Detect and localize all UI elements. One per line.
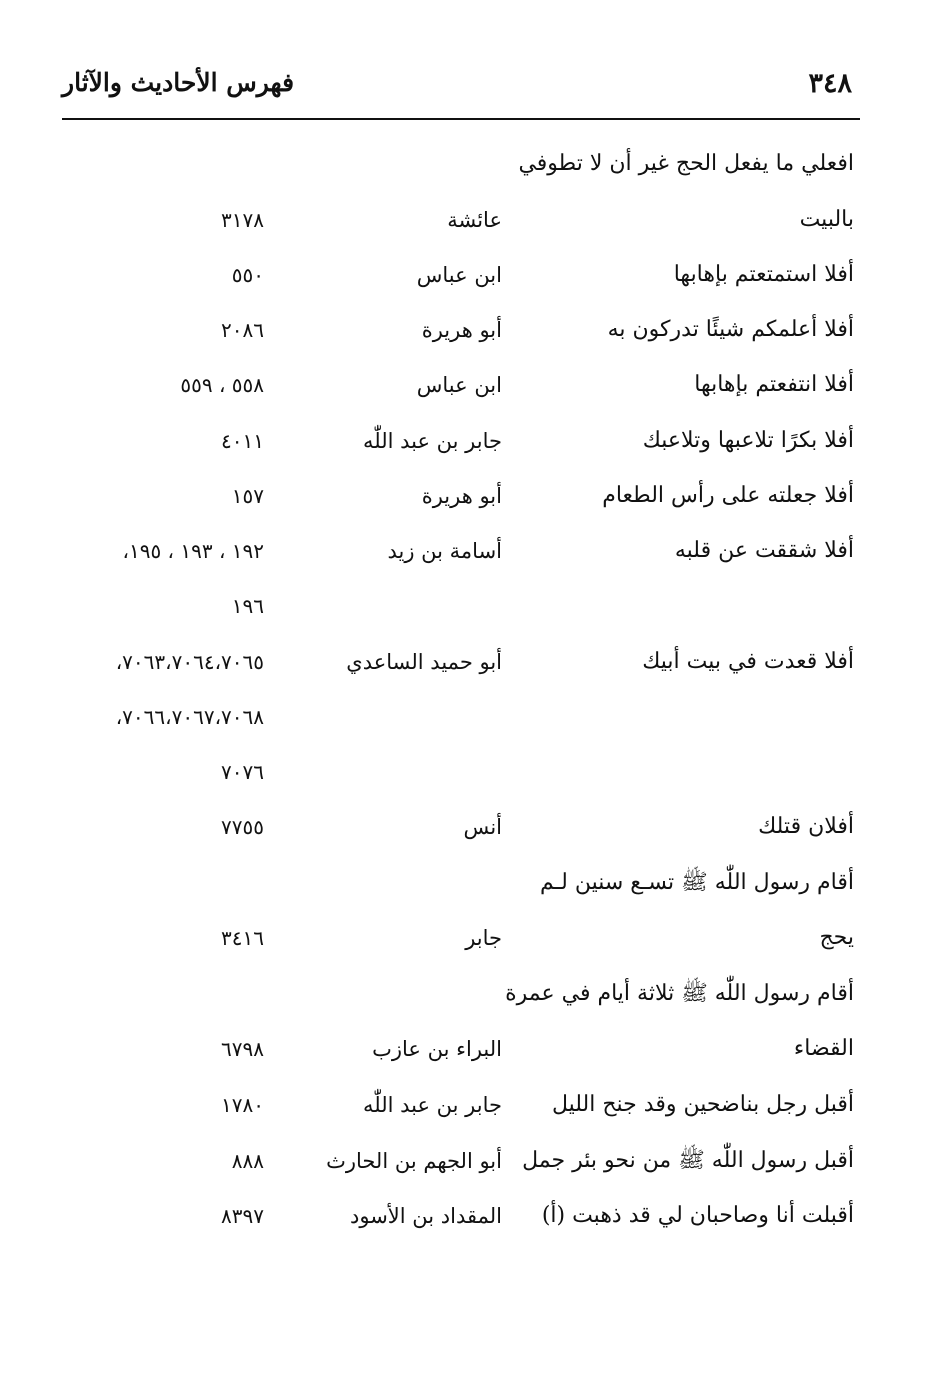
reference-numbers: ٨٣٩٧ bbox=[221, 1204, 264, 1228]
hadith-text: أفلا استمتعتم بإهابها bbox=[673, 262, 854, 287]
reference-numbers: ٨٨٨ bbox=[231, 1149, 264, 1173]
narrator-name: أنس bbox=[463, 815, 502, 839]
running-title: فهرس الأحاديث والآثار bbox=[62, 68, 295, 97]
reference-numbers: ٥٥٠ bbox=[231, 263, 264, 287]
reference-numbers: ٧٠٧٦ bbox=[221, 760, 264, 784]
index-row bbox=[0, 1083, 932, 1127]
narrator-name: جابر bbox=[465, 926, 502, 950]
index-row bbox=[0, 363, 932, 407]
index-row bbox=[0, 1027, 932, 1071]
narrator-name: ابن عباس bbox=[416, 373, 502, 397]
hadith-text: القضاء bbox=[793, 1036, 854, 1061]
reference-numbers: ٣١٧٨ bbox=[221, 208, 264, 232]
index-row bbox=[0, 1139, 932, 1183]
index-row bbox=[0, 584, 932, 628]
reference-numbers: ٢٠٨٦ bbox=[221, 318, 264, 342]
narrator-name: أبو هريرة bbox=[421, 318, 502, 342]
reference-numbers: ٤٠١١ bbox=[221, 429, 264, 453]
index-row bbox=[0, 529, 932, 573]
reference-numbers: ٥٥٨ ، ٥٥٩ bbox=[180, 373, 264, 397]
hadith-text: أفلا شققت عن قلبه bbox=[674, 538, 854, 563]
index-row bbox=[0, 750, 932, 794]
narrator-name: أبو الجهم بن الحارث bbox=[326, 1149, 502, 1173]
hadith-text: أقبل رجل بناضحين وقد جنح الليل bbox=[551, 1092, 854, 1117]
index-row bbox=[0, 419, 932, 463]
hadith-text: يحج bbox=[819, 925, 854, 950]
index-row bbox=[0, 861, 932, 905]
reference-numbers: ١٩٢ ، ١٩٣ ، ١٩٥، bbox=[122, 539, 264, 563]
hadith-text: افعلي ما يفعل الحج غير أن لا تطوفي bbox=[518, 151, 854, 176]
hadith-text: أقام رسول اللّٰه ﷺ ثلاثة أيام في عمرة bbox=[505, 981, 854, 1006]
reference-numbers: ٣٤١٦ bbox=[221, 926, 264, 950]
index-row bbox=[0, 695, 932, 739]
hadith-text: بالبيت bbox=[799, 207, 854, 232]
hadith-text: أفلا انتفعتم بإهابها bbox=[694, 372, 854, 397]
reference-numbers: ٧٠٦٦،٧٠٦٧،٧٠٦٨، bbox=[115, 705, 264, 729]
narrator-name: البراء بن عازب bbox=[372, 1037, 502, 1061]
index-row bbox=[0, 972, 932, 1016]
hadith-text: أفلان قتلك bbox=[758, 814, 854, 839]
index-row bbox=[0, 308, 932, 352]
index-row bbox=[0, 198, 932, 242]
index-row bbox=[0, 142, 932, 186]
index-row bbox=[0, 253, 932, 297]
index-row bbox=[0, 640, 932, 684]
reference-numbers: ٦٧٩٨ bbox=[221, 1037, 264, 1061]
hadith-text: أقبل رسول اللّٰه ﷺ من نحو بئر جمل bbox=[522, 1148, 854, 1173]
hadith-text: أفلا بكرًا تلاعبها وتلاعبك bbox=[642, 428, 854, 453]
index-row bbox=[0, 1194, 932, 1238]
index-row bbox=[0, 916, 932, 960]
index-row bbox=[0, 474, 932, 518]
narrator-name: المقداد بن الأسود bbox=[350, 1204, 502, 1228]
narrator-name: ابن عباس bbox=[416, 263, 502, 287]
narrator-name: جابر بن عبد اللّٰه bbox=[362, 1093, 502, 1117]
narrator-name: عائشة bbox=[447, 208, 502, 232]
narrator-name: أسامة بن زيد bbox=[387, 539, 502, 563]
index-row bbox=[0, 805, 932, 849]
narrator-name: أبو هريرة bbox=[421, 484, 502, 508]
hadith-text: أقبلت أنا وصاحبان لي قد ذهبت (أ) bbox=[541, 1203, 854, 1228]
hadith-text: أفلا جعلته على رأس الطعام bbox=[602, 483, 854, 508]
reference-numbers: ١٥٧ bbox=[231, 484, 264, 508]
page-number: ٣٤٨ bbox=[808, 68, 852, 99]
hadith-text: أقام رسول اللّٰه ﷺ تسـع سنين لـم bbox=[540, 870, 854, 895]
narrator-name: أبو حميد الساعدي bbox=[346, 650, 502, 674]
hadith-text: أفلا قعدت في بيت أبيك bbox=[642, 649, 854, 674]
reference-numbers: ٧٧٥٥ bbox=[221, 815, 264, 839]
hadith-text: أفلا أعلمكم شيئًا تدركون به bbox=[607, 317, 854, 342]
reference-numbers: ٧٠٦٣،٧٠٦٤،٧٠٦٥، bbox=[115, 650, 264, 674]
reference-numbers: ١٧٨٠ bbox=[221, 1093, 264, 1117]
reference-numbers: ١٩٦ bbox=[231, 594, 264, 618]
narrator-name: جابر بن عبد اللّٰه bbox=[362, 429, 502, 453]
